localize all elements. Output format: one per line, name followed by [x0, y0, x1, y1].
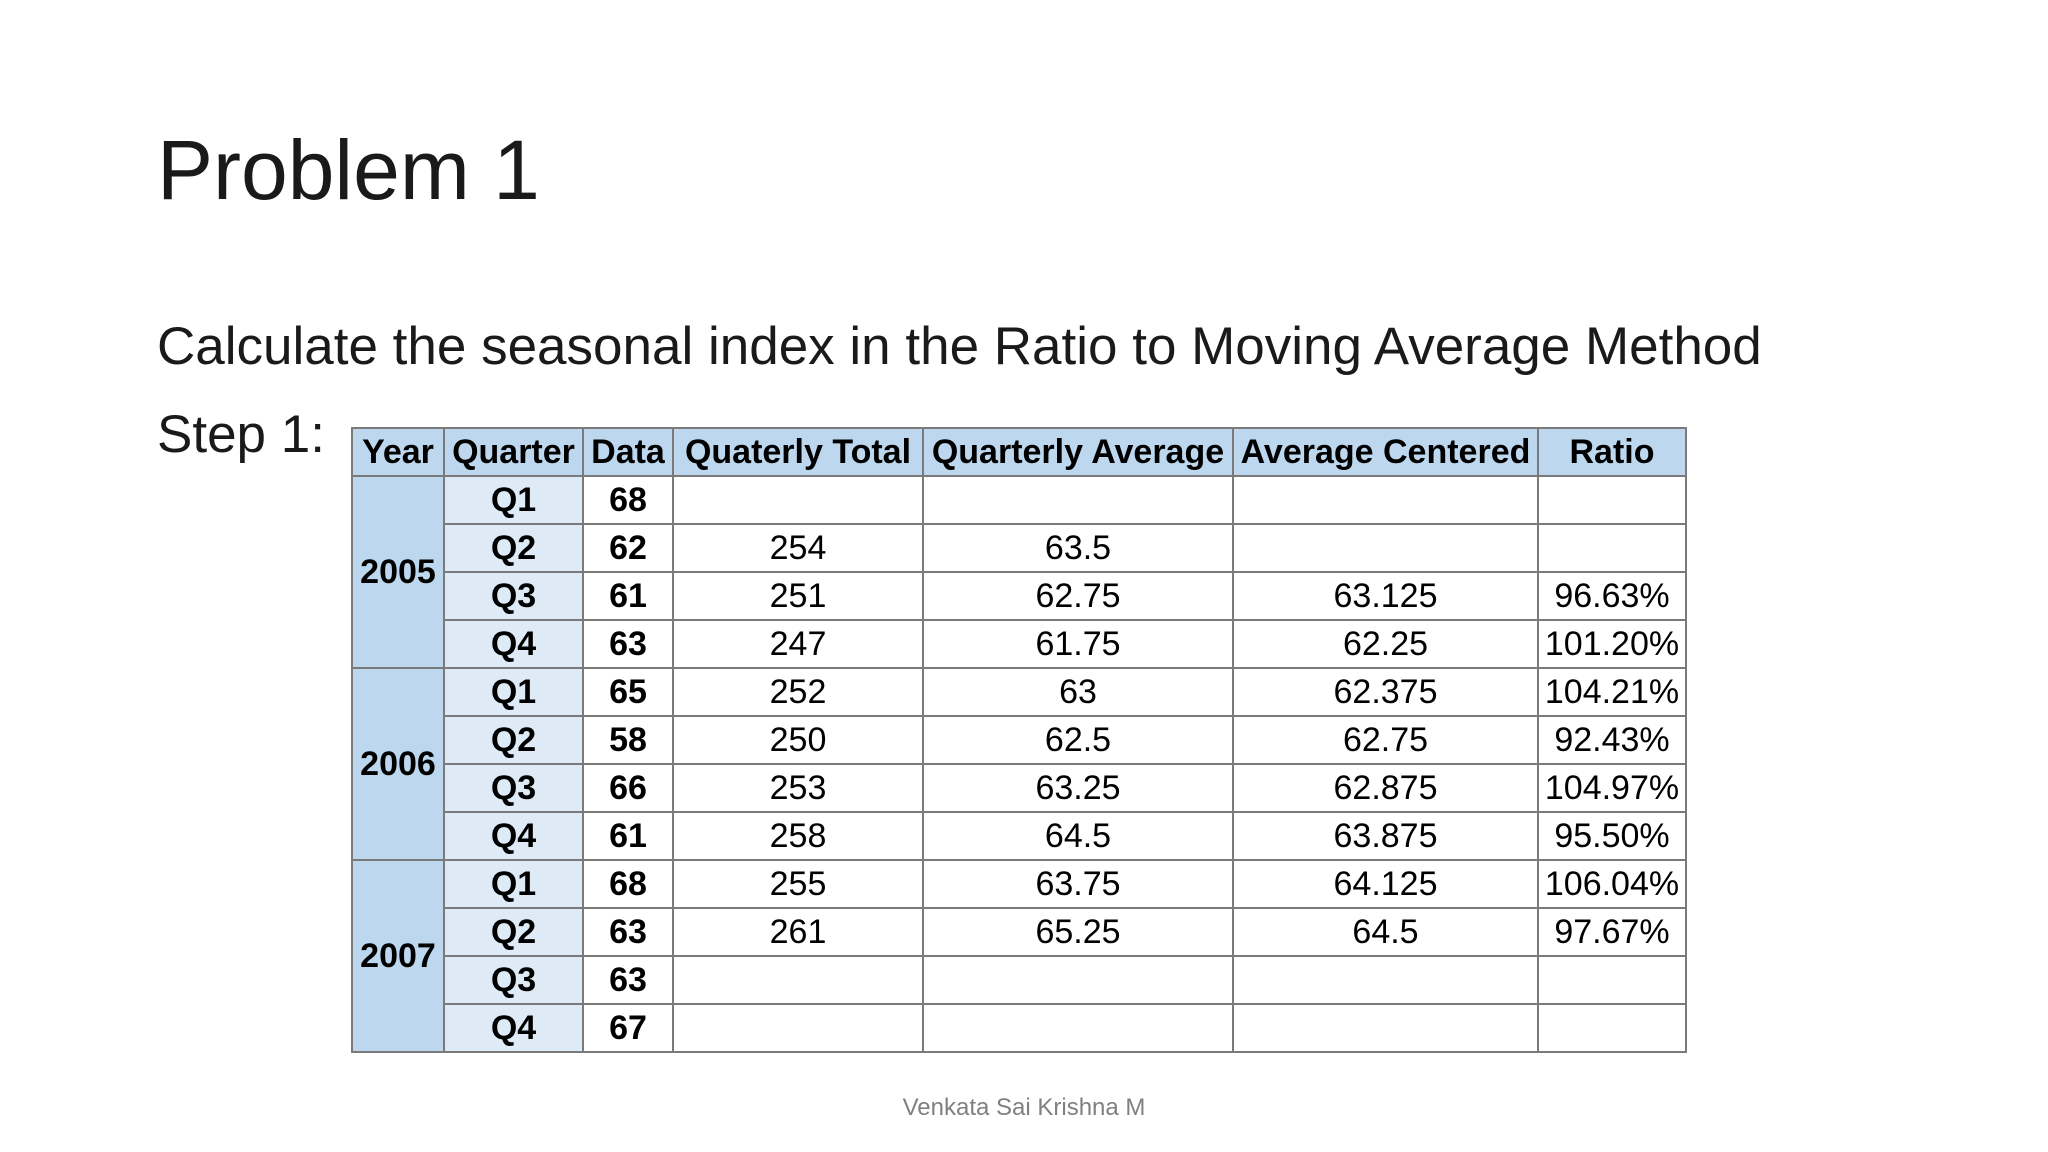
average-centered-cell: 64.5	[1233, 908, 1538, 956]
data-cell: 66	[583, 764, 673, 812]
header-quarterly-total: Quaterly Total	[673, 428, 923, 476]
slide-title: Problem 1	[157, 123, 540, 217]
quarter-cell: Q4	[444, 812, 583, 860]
quarterly-average-cell: 65.25	[923, 908, 1233, 956]
table-row	[352, 764, 1686, 812]
table-row	[352, 620, 1686, 668]
quarter-cell: Q4	[444, 1004, 583, 1052]
quarter-cell: Q3	[444, 764, 583, 812]
ratio-cell: 106.04%	[1538, 860, 1686, 908]
slide-subtitle: Calculate the seasonal index in the Ratio to Moving Average Method	[157, 317, 1762, 376]
header-data: Data	[583, 428, 673, 476]
average-centered-cell	[1233, 476, 1538, 524]
average-centered-cell: 63.125	[1233, 572, 1538, 620]
ratio-cell: 92.43%	[1538, 716, 1686, 764]
table-body	[352, 476, 1686, 1052]
quarter-cell: Q4	[444, 620, 583, 668]
data-cell: 65	[583, 668, 673, 716]
quarterly-average-cell: 63.25	[923, 764, 1233, 812]
table-header-row	[352, 428, 1686, 476]
quarterly-total-cell: 254	[673, 524, 923, 572]
table-row	[352, 572, 1686, 620]
ratio-cell: 104.21%	[1538, 668, 1686, 716]
ratio-cell	[1538, 524, 1686, 572]
quarterly-total-cell: 252	[673, 668, 923, 716]
quarter-cell: Q1	[444, 860, 583, 908]
average-centered-cell: 64.125	[1233, 860, 1538, 908]
table-row	[352, 956, 1686, 1004]
quarter-cell: Q3	[444, 572, 583, 620]
year-cell: 2005	[352, 476, 444, 668]
average-centered-cell	[1233, 524, 1538, 572]
quarterly-total-cell: 255	[673, 860, 923, 908]
header-ratio: Ratio	[1538, 428, 1686, 476]
quarterly-total-cell	[673, 956, 923, 1004]
quarter-cell: Q1	[444, 476, 583, 524]
table-row	[352, 476, 1686, 524]
data-cell: 58	[583, 716, 673, 764]
year-cell: 2007	[352, 860, 444, 1052]
table-row	[352, 716, 1686, 764]
ratio-cell: 97.67%	[1538, 908, 1686, 956]
moving-average-table	[351, 427, 1687, 1053]
average-centered-cell: 62.875	[1233, 764, 1538, 812]
average-centered-cell: 63.875	[1233, 812, 1538, 860]
average-centered-cell	[1233, 1004, 1538, 1052]
quarterly-total-cell: 250	[673, 716, 923, 764]
quarterly-total-cell	[673, 476, 923, 524]
quarterly-average-cell: 61.75	[923, 620, 1233, 668]
average-centered-cell	[1233, 956, 1538, 1004]
quarterly-average-cell	[923, 956, 1233, 1004]
quarterly-average-cell: 63	[923, 668, 1233, 716]
data-cell: 68	[583, 860, 673, 908]
quarterly-total-cell: 251	[673, 572, 923, 620]
ratio-cell: 104.97%	[1538, 764, 1686, 812]
ratio-cell: 96.63%	[1538, 572, 1686, 620]
quarter-cell: Q2	[444, 908, 583, 956]
header-quarter: Quarter	[444, 428, 583, 476]
table-row	[352, 860, 1686, 908]
data-cell: 63	[583, 908, 673, 956]
quarter-cell: Q2	[444, 716, 583, 764]
table-row	[352, 668, 1686, 716]
step-label: Step 1:	[157, 405, 325, 464]
quarterly-average-cell	[923, 476, 1233, 524]
ratio-cell	[1538, 1004, 1686, 1052]
average-centered-cell: 62.75	[1233, 716, 1538, 764]
quarterly-total-cell: 261	[673, 908, 923, 956]
quarterly-total-cell: 253	[673, 764, 923, 812]
table-row	[352, 1004, 1686, 1052]
data-cell: 63	[583, 956, 673, 1004]
ratio-cell	[1538, 476, 1686, 524]
header-average-centered: Average Centered	[1233, 428, 1538, 476]
average-centered-cell: 62.25	[1233, 620, 1538, 668]
table-row	[352, 524, 1686, 572]
header-year: Year	[352, 428, 444, 476]
quarterly-average-cell: 62.5	[923, 716, 1233, 764]
quarter-cell: Q1	[444, 668, 583, 716]
average-centered-cell: 62.375	[1233, 668, 1538, 716]
data-cell: 67	[583, 1004, 673, 1052]
table-row	[352, 812, 1686, 860]
quarterly-average-cell	[923, 1004, 1233, 1052]
ratio-cell: 101.20%	[1538, 620, 1686, 668]
quarterly-average-cell: 62.75	[923, 572, 1233, 620]
ratio-cell: 95.50%	[1538, 812, 1686, 860]
data-cell: 63	[583, 620, 673, 668]
quarterly-total-cell: 258	[673, 812, 923, 860]
quarter-cell: Q2	[444, 524, 583, 572]
quarterly-average-cell: 63.5	[923, 524, 1233, 572]
data-cell: 62	[583, 524, 673, 572]
quarterly-average-cell: 63.75	[923, 860, 1233, 908]
quarter-cell: Q3	[444, 956, 583, 1004]
data-cell: 61	[583, 572, 673, 620]
header-quarterly-average: Quarterly Average	[923, 428, 1233, 476]
quarterly-average-cell: 64.5	[923, 812, 1233, 860]
table-row	[352, 908, 1686, 956]
ratio-cell	[1538, 956, 1686, 1004]
quarterly-total-cell	[673, 1004, 923, 1052]
year-cell: 2006	[352, 668, 444, 860]
data-cell: 68	[583, 476, 673, 524]
footer-author: Venkata Sai Krishna M	[902, 1094, 1146, 1121]
data-cell: 61	[583, 812, 673, 860]
quarterly-total-cell: 247	[673, 620, 923, 668]
